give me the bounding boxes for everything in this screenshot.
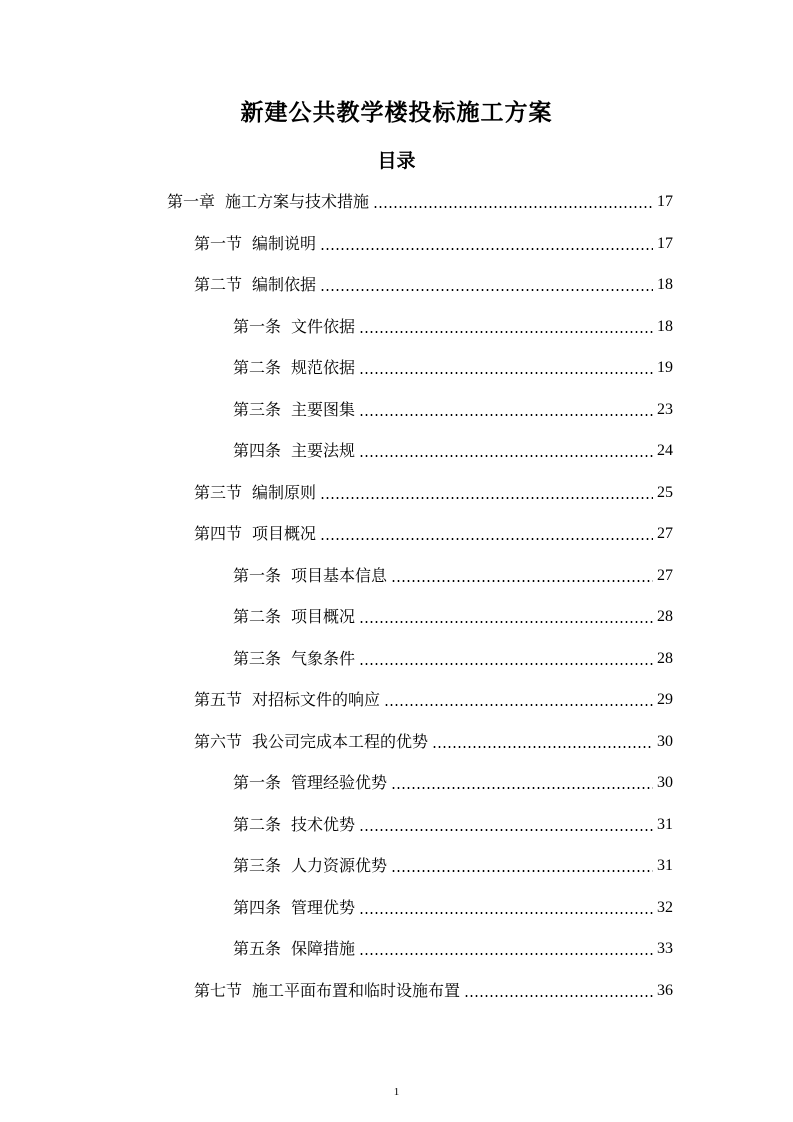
toc-entry-label: 第四条: [233, 441, 282, 460]
toc-dot-leader: [359, 953, 653, 955]
toc-entry-title: 对招标文件的响应: [252, 690, 381, 709]
toc-entry-title: 编制原则: [252, 483, 317, 502]
toc-entry-label: 第一条: [233, 773, 282, 792]
toc-entry[interactable]: [233, 431, 673, 461]
toc-entry[interactable]: [233, 348, 673, 378]
toc-entry[interactable]: [233, 846, 673, 876]
toc-dot-leader: [359, 455, 653, 457]
toc-dot-leader: [464, 995, 653, 997]
toc-entry-page: 23: [657, 401, 673, 418]
toc-dot-leader: [391, 870, 653, 872]
toc-entry[interactable]: [233, 763, 673, 793]
toc-entry-label: 第四条: [233, 898, 282, 917]
toc-entry[interactable]: [194, 680, 673, 710]
toc-dot-leader: [359, 663, 653, 665]
toc-entry-label: 第三条: [233, 400, 282, 419]
toc-entry-label: 第二条: [233, 815, 282, 834]
toc-entry[interactable]: [233, 390, 673, 420]
toc-entry-page: 19: [657, 359, 673, 376]
toc-dot-leader: [359, 331, 653, 333]
document-title: 新建公共教学楼投标施工方案: [240, 100, 553, 126]
toc-entry[interactable]: [167, 182, 673, 212]
toc-entry-label: 第三条: [233, 856, 282, 875]
toc-dot-leader: [373, 206, 653, 208]
toc-entry-label: 第三节: [194, 483, 243, 502]
toc-entry-page: 31: [657, 857, 673, 874]
toc-entry-title: 项目概况: [291, 607, 356, 626]
toc-entry-page: 28: [657, 608, 673, 625]
toc-entry-title: 管理经验优势: [291, 773, 388, 792]
toc-entry-title: 技术优势: [291, 815, 356, 834]
toc-entry[interactable]: [194, 265, 673, 295]
toc-dot-leader: [320, 538, 653, 540]
toc-entry-title: 气象条件: [291, 649, 356, 668]
toc-entry-page: 30: [657, 774, 673, 791]
toc-entry-page: 27: [657, 567, 673, 584]
toc-entry-label: 第二条: [233, 607, 282, 626]
toc-entry-page: 32: [657, 899, 673, 916]
toc-entry-page: 18: [657, 276, 673, 293]
toc-entry-title: 施工方案与技术措施: [225, 192, 370, 211]
toc-entry-page: 17: [657, 193, 673, 210]
toc-entry-label: 第三条: [233, 649, 282, 668]
toc-entry-title: 编制依据: [252, 275, 317, 294]
toc-entry-page: 30: [657, 733, 673, 750]
toc-entry-title: 管理优势: [291, 898, 356, 917]
toc-entry[interactable]: [233, 556, 673, 586]
toc-dot-leader: [391, 787, 653, 789]
toc-entry[interactable]: [233, 929, 673, 959]
toc-entry-page: 29: [657, 691, 673, 708]
toc-entry-title: 人力资源优势: [291, 856, 388, 875]
toc-dot-leader: [359, 414, 653, 416]
toc-dot-leader: [359, 912, 653, 914]
toc-entry[interactable]: [194, 971, 673, 1001]
toc-entry-page: 27: [657, 525, 673, 542]
toc-entry-label: 第一条: [233, 317, 282, 336]
toc-entry-title: 主要图集: [291, 400, 356, 419]
toc-dot-leader: [359, 621, 653, 623]
toc-entry-title: 编制说明: [252, 234, 317, 253]
toc-dot-leader: [384, 704, 653, 706]
toc-dot-leader: [359, 829, 653, 831]
toc-entry-page: 24: [657, 442, 673, 459]
toc-entry-page: 28: [657, 650, 673, 667]
toc-entry[interactable]: [233, 805, 673, 835]
toc-dot-leader: [320, 497, 653, 499]
toc-heading: 目录: [377, 150, 416, 172]
page-number: 1: [393, 1086, 400, 1098]
toc-entry-label: 第七节: [194, 981, 243, 1000]
toc-entry-page: 18: [657, 318, 673, 335]
toc-entry-page: 25: [657, 484, 673, 501]
toc-entry-page: 17: [657, 235, 673, 252]
toc-entry-title: 规范依据: [291, 358, 356, 377]
toc-entry-label: 第五节: [194, 690, 243, 709]
toc-entry-page: 31: [657, 816, 673, 833]
toc-entry-title: 主要法规: [291, 441, 356, 460]
toc-entry[interactable]: [194, 473, 673, 503]
toc-entry-label: 第一节: [194, 234, 243, 253]
toc-entry-label: 第四节: [194, 524, 243, 543]
toc-entry[interactable]: [233, 597, 673, 627]
toc-entry-page: 33: [657, 940, 673, 957]
toc-entry-title: 我公司完成本工程的优势: [252, 732, 429, 751]
toc-entry-title: 项目基本信息: [291, 566, 388, 585]
toc-entry-title: 文件依据: [291, 317, 356, 336]
toc-dot-leader: [359, 372, 653, 374]
toc-dot-leader: [391, 580, 653, 582]
toc-dot-leader: [320, 248, 653, 250]
toc-entry[interactable]: [233, 639, 673, 669]
toc-entry-title: 项目概况: [252, 524, 317, 543]
toc-entry[interactable]: [194, 722, 673, 752]
toc-entry[interactable]: [233, 888, 673, 918]
toc-entry-label: 第六节: [194, 732, 243, 751]
toc-dot-leader: [320, 289, 653, 291]
toc-entry-label: 第一章: [167, 192, 216, 211]
toc-entry-page: 36: [657, 982, 673, 999]
toc-entry-label: 第二条: [233, 358, 282, 377]
toc-entry-title: 施工平面布置和临时设施布置: [252, 981, 461, 1000]
toc-entry-title: 保障措施: [291, 939, 356, 958]
toc-entry[interactable]: [194, 514, 673, 544]
toc-entry-label: 第一条: [233, 566, 282, 585]
toc-entry-label: 第五条: [233, 939, 282, 958]
toc-entry[interactable]: [194, 224, 673, 254]
toc-entry-label: 第二节: [194, 275, 243, 294]
toc-dot-leader: [432, 746, 653, 748]
toc-entry[interactable]: [233, 307, 673, 337]
